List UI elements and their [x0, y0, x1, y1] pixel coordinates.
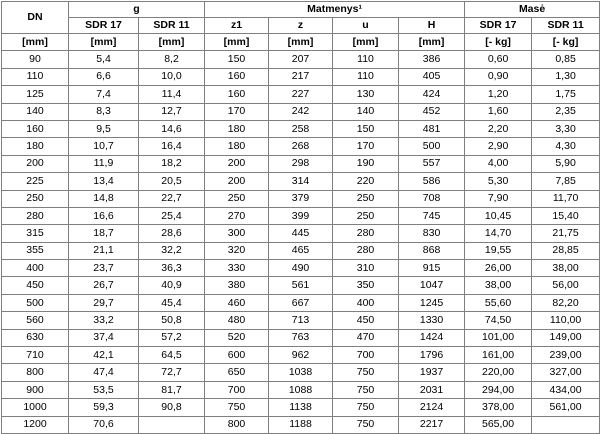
table-cell: 22,7	[139, 190, 205, 207]
table-cell: 170	[333, 138, 399, 155]
table-row	[2, 416, 600, 433]
table-cell: 350	[333, 277, 399, 294]
table-cell: 32,2	[139, 242, 205, 259]
table-cell: 25,4	[139, 207, 205, 224]
units-row	[2, 34, 600, 51]
table-cell: 405	[399, 68, 465, 85]
table-cell: 29,7	[69, 294, 139, 311]
table-cell: 26,00	[465, 260, 532, 277]
table-cell: 190	[333, 155, 399, 172]
table-cell: 8,2	[139, 51, 205, 68]
unit-cell: [- kg]	[532, 34, 600, 51]
table-cell: 1,20	[465, 86, 532, 103]
table-cell: 327,00	[532, 364, 600, 381]
table-cell: 330	[205, 260, 269, 277]
table-cell: 19,55	[465, 242, 532, 259]
table-cell: 170	[205, 103, 269, 120]
table-cell: 250	[205, 190, 269, 207]
table-row	[2, 242, 600, 259]
table-row	[2, 103, 600, 120]
table-cell: 565,00	[465, 416, 532, 433]
table-cell: 481	[399, 120, 465, 137]
table-cell: 14,6	[139, 120, 205, 137]
header-g-sdr17: SDR 17	[69, 18, 139, 34]
table-cell: 561	[269, 277, 333, 294]
table-body	[2, 34, 600, 434]
table-cell: 36,3	[139, 260, 205, 277]
table-cell: 1937	[399, 364, 465, 381]
table-cell: 379	[269, 190, 333, 207]
table-cell: 180	[2, 138, 69, 155]
header-mase-sdr11: SDR 11	[532, 18, 600, 34]
table-row	[2, 86, 600, 103]
unit-cell: [mm]	[2, 34, 69, 51]
table-cell: 4,00	[465, 155, 532, 172]
table-cell: 750	[333, 399, 399, 416]
table-row	[2, 138, 600, 155]
table-cell: 50,8	[139, 312, 205, 329]
table-row	[2, 381, 600, 398]
table-cell: 250	[333, 207, 399, 224]
table-cell: 149,00	[532, 329, 600, 346]
table-cell: 2,20	[465, 120, 532, 137]
table-cell: 0,60	[465, 51, 532, 68]
table-row	[2, 260, 600, 277]
table-cell: 21,1	[69, 242, 139, 259]
table-cell: 434,00	[532, 381, 600, 398]
table-cell: 0,85	[532, 51, 600, 68]
table-cell: 270	[205, 207, 269, 224]
table-cell: 74,50	[465, 312, 532, 329]
table-cell: 294,00	[465, 381, 532, 398]
table-cell: 45,4	[139, 294, 205, 311]
table-cell: 82,20	[532, 294, 600, 311]
header-u: u	[333, 18, 399, 34]
header-h: H	[399, 18, 465, 34]
table-cell: 300	[205, 225, 269, 242]
table-cell: 160	[205, 68, 269, 85]
table-cell: 520	[205, 329, 269, 346]
table-cell: 101,00	[465, 329, 532, 346]
table-cell: 7,85	[532, 173, 600, 190]
table-cell: 70,6	[69, 416, 139, 433]
table-cell: 900	[2, 381, 69, 398]
table-row	[2, 51, 600, 68]
table-cell: 700	[205, 381, 269, 398]
table-cell: 200	[205, 155, 269, 172]
table-cell: 5,90	[532, 155, 600, 172]
table-row	[2, 225, 600, 242]
table-cell	[139, 416, 205, 433]
table-row	[2, 294, 600, 311]
dimensions-table	[1, 1, 600, 434]
table-cell: 125	[2, 86, 69, 103]
table-cell: 227	[269, 86, 333, 103]
table-cell: 450	[333, 312, 399, 329]
table-cell: 110,00	[532, 312, 600, 329]
table-row	[2, 173, 600, 190]
table-cell: 378,00	[465, 399, 532, 416]
table-cell: 745	[399, 207, 465, 224]
table-cell: 5,30	[465, 173, 532, 190]
table-cell: 10,0	[139, 68, 205, 85]
table-cell: 150	[333, 120, 399, 137]
unit-cell: [mm]	[399, 34, 465, 51]
table-cell	[532, 416, 600, 433]
table-cell: 130	[333, 86, 399, 103]
table-cell: 200	[205, 173, 269, 190]
table-cell: 37,4	[69, 329, 139, 346]
table-cell: 1424	[399, 329, 465, 346]
table-cell: 1,75	[532, 86, 600, 103]
table-cell: 280	[333, 242, 399, 259]
unit-cell: [mm]	[205, 34, 269, 51]
table-cell: 1188	[269, 416, 333, 433]
table-cell: 90,8	[139, 399, 205, 416]
table-cell: 399	[269, 207, 333, 224]
table-cell: 800	[2, 364, 69, 381]
table-cell: 180	[205, 138, 269, 155]
table-cell: 110	[2, 68, 69, 85]
table-cell: 59,3	[69, 399, 139, 416]
table-cell: 1047	[399, 277, 465, 294]
table-cell: 314	[269, 173, 333, 190]
table-cell: 110	[333, 51, 399, 68]
table-cell: 242	[269, 103, 333, 120]
table-cell: 21,75	[532, 225, 600, 242]
table-cell: 268	[269, 138, 333, 155]
table-cell: 280	[333, 225, 399, 242]
table-cell: 315	[2, 225, 69, 242]
table-cell: 710	[2, 347, 69, 364]
header-mase: Masė	[465, 2, 600, 18]
table-cell: 258	[269, 120, 333, 137]
table-cell: 10,7	[69, 138, 139, 155]
table-cell: 38,00	[465, 277, 532, 294]
table-cell: 140	[333, 103, 399, 120]
table-cell: 72,7	[139, 364, 205, 381]
table-cell: 1038	[269, 364, 333, 381]
table-cell: 20,5	[139, 173, 205, 190]
table-cell: 1796	[399, 347, 465, 364]
table-cell: 460	[205, 294, 269, 311]
table-cell: 18,2	[139, 155, 205, 172]
table-cell: 56,00	[532, 277, 600, 294]
table-cell: 450	[2, 277, 69, 294]
table-cell: 630	[2, 329, 69, 346]
table-cell: 750	[333, 364, 399, 381]
table-cell: 800	[205, 416, 269, 433]
table-cell: 217	[269, 68, 333, 85]
table-cell: 64,5	[139, 347, 205, 364]
table-row	[2, 120, 600, 137]
table-cell: 53,5	[69, 381, 139, 398]
table-cell: 1088	[269, 381, 333, 398]
table-cell: 500	[399, 138, 465, 155]
table-cell: 355	[2, 242, 69, 259]
table-cell: 33,2	[69, 312, 139, 329]
table-cell: 150	[205, 51, 269, 68]
table-cell: 14,8	[69, 190, 139, 207]
table-cell: 47,4	[69, 364, 139, 381]
table-cell: 400	[2, 260, 69, 277]
table-cell: 200	[2, 155, 69, 172]
table-cell: 830	[399, 225, 465, 242]
table-row	[2, 312, 600, 329]
table-cell: 424	[399, 86, 465, 103]
table-cell: 3,30	[532, 120, 600, 137]
table-cell: 225	[2, 173, 69, 190]
table-cell: 561,00	[532, 399, 600, 416]
table-cell: 42,1	[69, 347, 139, 364]
table-cell: 207	[269, 51, 333, 68]
table-cell: 220,00	[465, 364, 532, 381]
table-cell: 1000	[2, 399, 69, 416]
header-sub-row	[2, 18, 600, 34]
table-cell: 28,85	[532, 242, 600, 259]
header-g: g	[69, 2, 205, 18]
table-cell: 8,3	[69, 103, 139, 120]
table-cell: 763	[269, 329, 333, 346]
table-cell: 81,7	[139, 381, 205, 398]
table-cell: 13,4	[69, 173, 139, 190]
table-cell: 2031	[399, 381, 465, 398]
header-group-row	[2, 2, 600, 18]
table-cell: 1200	[2, 416, 69, 433]
table-cell: 160	[2, 120, 69, 137]
table-cell: 500	[2, 294, 69, 311]
table-cell: 2217	[399, 416, 465, 433]
table-cell: 90	[2, 51, 69, 68]
table-cell: 586	[399, 173, 465, 190]
table-cell: 713	[269, 312, 333, 329]
table-row	[2, 347, 600, 364]
table-cell: 452	[399, 103, 465, 120]
table-cell: 7,90	[465, 190, 532, 207]
table-cell: 5,4	[69, 51, 139, 68]
table-cell: 15,40	[532, 207, 600, 224]
header-matmenys: Matmenys¹	[205, 2, 465, 18]
table-cell: 280	[2, 207, 69, 224]
table-cell: 480	[205, 312, 269, 329]
table-cell: 445	[269, 225, 333, 242]
table-cell: 26,7	[69, 277, 139, 294]
unit-cell: [- kg]	[465, 34, 532, 51]
table-cell: 239,00	[532, 347, 600, 364]
table-cell: 110	[333, 68, 399, 85]
table-cell: 490	[269, 260, 333, 277]
table-row	[2, 364, 600, 381]
table-cell: 298	[269, 155, 333, 172]
table-cell: 23,7	[69, 260, 139, 277]
header-z: z	[269, 18, 333, 34]
table-cell: 57,2	[139, 329, 205, 346]
table-cell: 667	[269, 294, 333, 311]
table-cell: 2,90	[465, 138, 532, 155]
table-cell: 160	[205, 86, 269, 103]
table-cell: 470	[333, 329, 399, 346]
header-g-sdr11: SDR 11	[139, 18, 205, 34]
table-cell: 2,35	[532, 103, 600, 120]
table-cell: 750	[333, 416, 399, 433]
table-cell: 180	[205, 120, 269, 137]
header-z1: z1	[205, 18, 269, 34]
table-cell: 1138	[269, 399, 333, 416]
table-cell: 465	[269, 242, 333, 259]
table-cell: 16,6	[69, 207, 139, 224]
table-cell: 1,60	[465, 103, 532, 120]
table-row	[2, 155, 600, 172]
table-cell: 38,00	[532, 260, 600, 277]
table-cell: 11,4	[139, 86, 205, 103]
table-cell: 868	[399, 242, 465, 259]
table-row	[2, 329, 600, 346]
table-row	[2, 277, 600, 294]
table-cell: 650	[205, 364, 269, 381]
table-cell: 14,70	[465, 225, 532, 242]
header-dn: DN	[2, 2, 69, 34]
table-cell: 40,9	[139, 277, 205, 294]
table-cell: 320	[205, 242, 269, 259]
table-cell: 700	[333, 347, 399, 364]
table-cell: 140	[2, 103, 69, 120]
table-cell: 11,9	[69, 155, 139, 172]
table-row	[2, 68, 600, 85]
table-cell: 11,70	[532, 190, 600, 207]
table-cell: 6,6	[69, 68, 139, 85]
table-cell: 708	[399, 190, 465, 207]
unit-cell: [mm]	[333, 34, 399, 51]
table-cell: 1245	[399, 294, 465, 311]
table-cell: 600	[205, 347, 269, 364]
table-cell: 7,4	[69, 86, 139, 103]
table-cell: 750	[333, 381, 399, 398]
table-cell: 557	[399, 155, 465, 172]
table-cell: 18,7	[69, 225, 139, 242]
unit-cell: [mm]	[69, 34, 139, 51]
table-cell: 12,7	[139, 103, 205, 120]
table-cell: 915	[399, 260, 465, 277]
table-cell: 380	[205, 277, 269, 294]
table-cell: 4,30	[532, 138, 600, 155]
table-cell: 2124	[399, 399, 465, 416]
table-cell: 750	[205, 399, 269, 416]
table-cell: 10,45	[465, 207, 532, 224]
table-cell: 250	[333, 190, 399, 207]
table-cell: 0,90	[465, 68, 532, 85]
table-row	[2, 207, 600, 224]
table-cell: 250	[2, 190, 69, 207]
table-cell: 400	[333, 294, 399, 311]
table-cell: 28,6	[139, 225, 205, 242]
table-cell: 220	[333, 173, 399, 190]
unit-cell: [mm]	[139, 34, 205, 51]
table-cell: 1,30	[532, 68, 600, 85]
table-cell: 560	[2, 312, 69, 329]
table-cell: 962	[269, 347, 333, 364]
table-cell: 1330	[399, 312, 465, 329]
table-cell: 161,00	[465, 347, 532, 364]
table-cell: 386	[399, 51, 465, 68]
table-cell: 16,4	[139, 138, 205, 155]
table-cell: 9,5	[69, 120, 139, 137]
unit-cell: [mm]	[269, 34, 333, 51]
header-mase-sdr17: SDR 17	[465, 18, 532, 34]
table-cell: 55,60	[465, 294, 532, 311]
table-row	[2, 190, 600, 207]
table-row	[2, 399, 600, 416]
table-cell: 310	[333, 260, 399, 277]
